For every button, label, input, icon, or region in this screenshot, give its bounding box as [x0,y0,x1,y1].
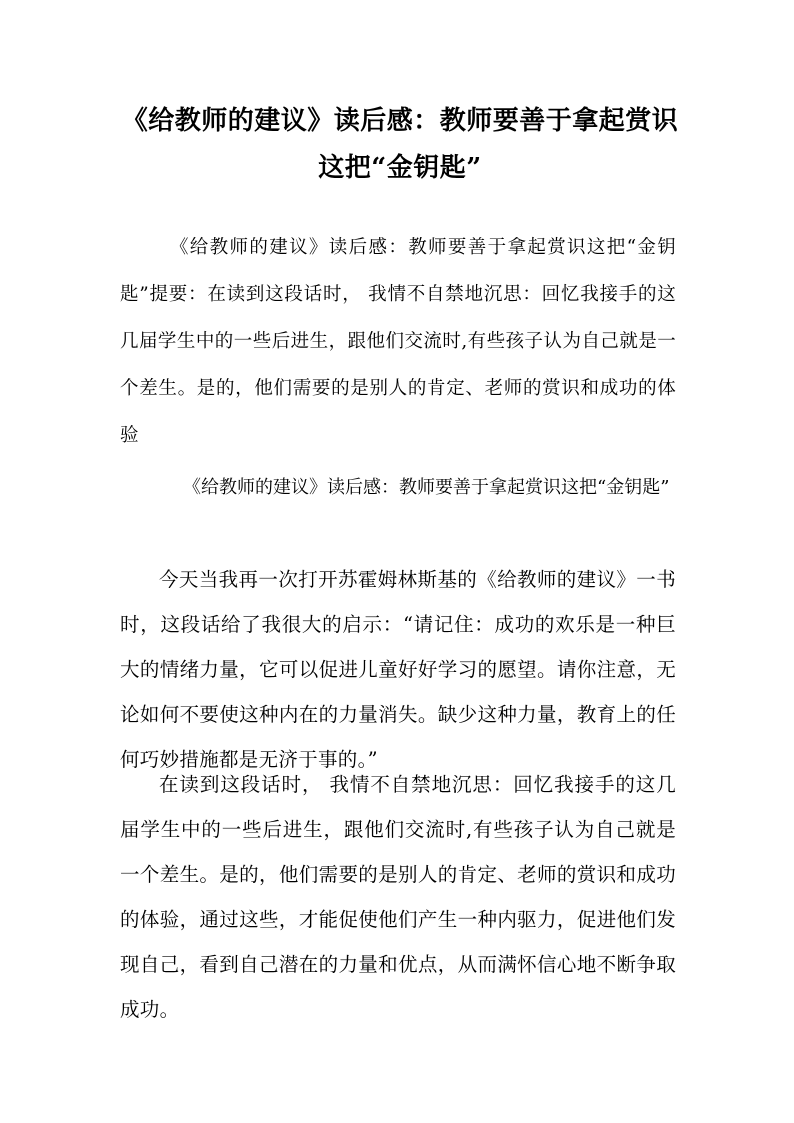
body-paragraph-2: 在读到这段话时， 我情不自禁地沉思：回忆我接手的这几届学生中的一些后进生，跟他们交流时,有些孩子认为自己就是一个差生。是的，他们需要的是别人的肯定、老师的赏识和成功的体验，通过这些，才能促使他们产生一种内驱力，促进他们发现自己，看到自己潜在的力量和优点，从而满怀信心地不断争取成功。 [120,773,676,1021]
document-title: 《给教师的建议》读后感：教师要善于拿起赏识这把“金钥匙” [121,106,679,183]
article-subtitle: 《给教师的建议》读后感：教师要善于拿起赏识这把“金钥匙” [183,477,670,498]
body-paragraph-1: 今天当我再一次打开苏霍姆林斯基的《给教师的建议》一书时，这段话给了我很大的启示：“请记住：成功的欢乐是一种巨大的情绪力量，它可以促进儿童好好学习的愿望。请你注意，无论如何不要使这种内在的力量消失。缺少这种力量，教育上的任何巧妙措施都是无济于事的。” [120,568,676,771]
summary-paragraph: 《给教师的建议》读后感：教师要善于拿起赏识这把“金钥匙”提要：在读到这段话时， 我情不自禁地沉思：回忆我接手的这几届学生中的一些后进生，跟他们交流时,有些孩子认为自己就是一个差生。是的，他们需要的是别人的肯定、老师的赏识和成功的体验 [120,237,676,446]
